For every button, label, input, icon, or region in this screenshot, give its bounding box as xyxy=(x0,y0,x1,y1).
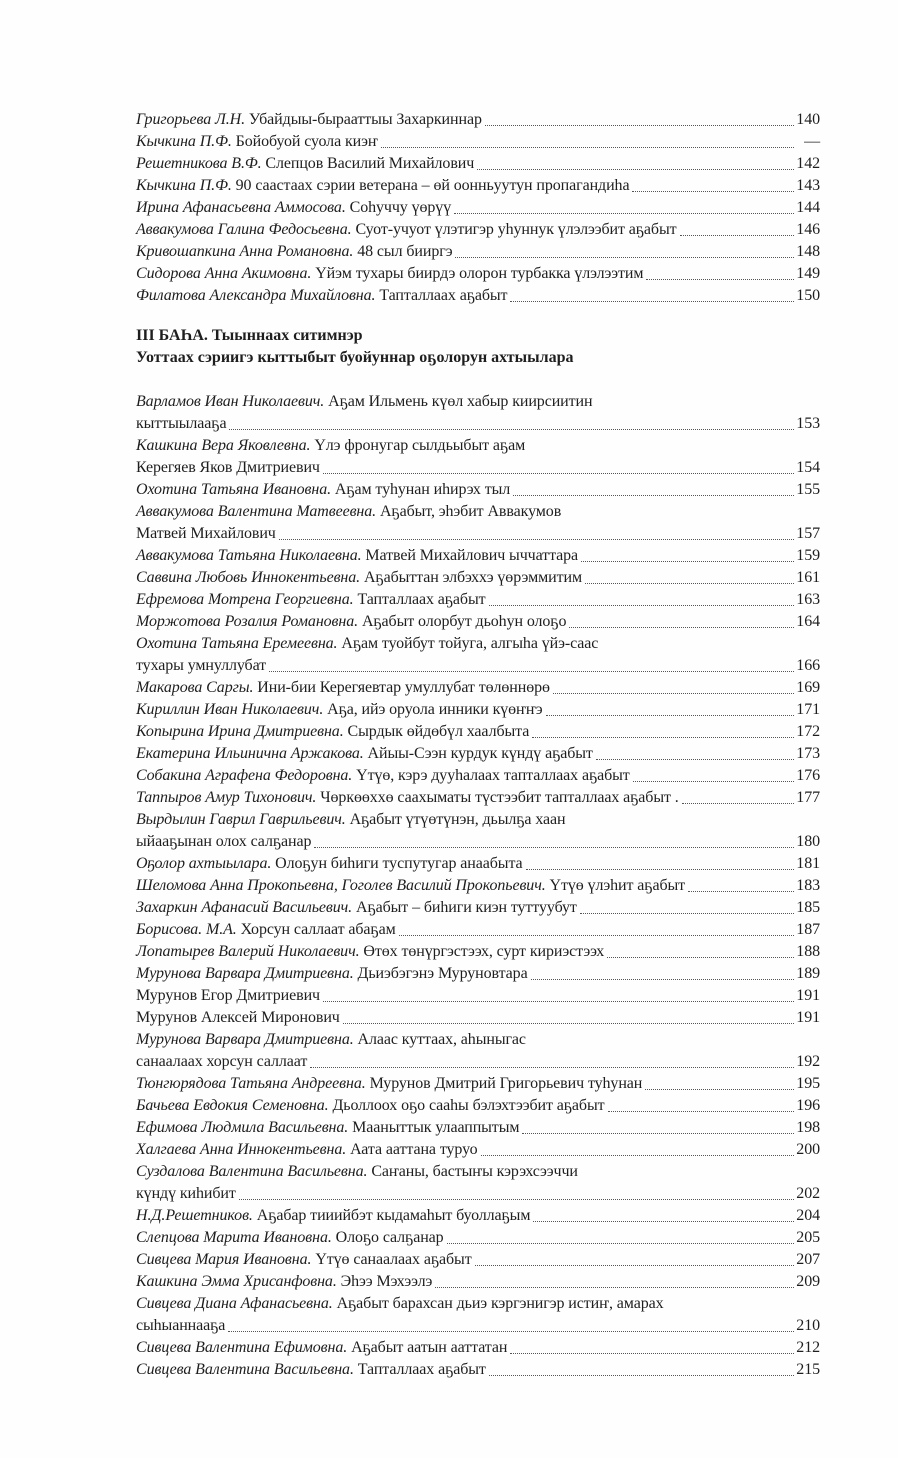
entry-author: Вырдылин Гаврил Гаврильевич. xyxy=(136,811,346,828)
entry-title: Мурунов Алексей Миронович xyxy=(136,1009,340,1026)
entry-author: Филатова Александра Михайловна. xyxy=(136,287,376,304)
toc-entry xyxy=(136,1007,820,1029)
entry-title: Аҕабыт барахсан дьиэ кэргэнигэр истиҥ, амарах xyxy=(336,1295,664,1312)
entry-author: Кашкина Эмма Хрисанфовна. xyxy=(136,1273,337,1290)
page-number: 169 xyxy=(796,679,820,696)
entry-title: Алаас куттаах, аһыныгас xyxy=(357,1031,526,1048)
dot-leader xyxy=(454,213,794,214)
entry-author: Сидорова Анна Акимовна. xyxy=(136,265,312,282)
toc-entry xyxy=(136,1293,820,1315)
dot-leader xyxy=(381,147,794,148)
entry-text xyxy=(136,1161,578,1183)
entry-author: Копырина Ирина Дмитриевна. xyxy=(136,723,344,740)
entry-author: Охотина Татьяна Ивановна. xyxy=(136,481,331,498)
page-number: 189 xyxy=(796,965,820,982)
entry-author: Аввакумова Татьяна Николаевна. xyxy=(136,547,362,564)
entry-text xyxy=(136,897,577,919)
toc-entry xyxy=(136,175,820,197)
dot-leader xyxy=(239,1199,795,1200)
toc-section-continued xyxy=(136,109,820,307)
dot-leader xyxy=(608,1111,795,1112)
page-number: 161 xyxy=(796,569,820,586)
page-number: 215 xyxy=(796,1361,820,1378)
entry-author: Варламов Иван Николаевич. xyxy=(136,393,325,410)
page-number: 163 xyxy=(796,591,820,608)
toc-entry-continuation xyxy=(136,655,820,677)
entry-title: Аҕабыт олорбут дьоһун олоҕо xyxy=(361,613,567,630)
toc-entry xyxy=(136,875,820,897)
entry-text xyxy=(136,1095,605,1117)
entry-text xyxy=(136,1139,478,1161)
dot-leader xyxy=(522,1133,794,1134)
page-number: 198 xyxy=(796,1119,820,1136)
dot-leader xyxy=(533,1221,794,1222)
entry-title: Чөркөөххө саахыматы түстээбит тапталлаах аҕабыт . xyxy=(320,789,679,806)
dot-leader xyxy=(323,473,794,474)
entry-text xyxy=(136,721,529,743)
entry-text xyxy=(136,875,685,897)
entry-text xyxy=(136,1205,530,1227)
entry-title: Тапталлаах аҕабыт xyxy=(357,591,486,608)
entry-text xyxy=(136,985,320,1007)
page-number: 177 xyxy=(796,789,820,806)
entry-title: 90 саастаах сэрии ветерана – өй оонньуутун пропагандиһа xyxy=(235,177,630,194)
entry-author: Ирина Афанасьевна Аммосова. xyxy=(136,199,346,216)
entry-author: Екатерина Ильинична Аржакова. xyxy=(136,745,364,762)
entry-title: Мурунов Дмитрий Григорьевич туһунан xyxy=(369,1075,643,1092)
dot-leader xyxy=(510,301,794,302)
toc-entry xyxy=(136,633,820,655)
page-number: 164 xyxy=(796,613,820,630)
toc-entry-continuation xyxy=(136,1183,820,1205)
toc-entry xyxy=(136,1161,820,1183)
toc-entry xyxy=(136,787,820,809)
page-number: 183 xyxy=(796,877,820,894)
entry-title: Убайдыы-бырааттыы Захаркиннар xyxy=(248,111,482,128)
dot-leader xyxy=(269,671,794,672)
entry-title: Дьоллоох оҕо сааһы бэлэхтээбит аҕабыт xyxy=(332,1097,605,1114)
dot-leader xyxy=(447,1243,795,1244)
entry-title: Мааныттык улааппытым xyxy=(352,1119,520,1136)
entry-title: Аҕам Ильмень күөл хабыр киирсиитин xyxy=(328,393,593,410)
entry-author: Сивцева Мария Ивановна. xyxy=(136,1251,312,1268)
entry-author: Кычкина П.Ф. xyxy=(136,133,232,150)
page-number: 196 xyxy=(796,1097,820,1114)
toc-entry xyxy=(136,391,820,413)
entry-author: Мурунова Варвара Дмитриевна. xyxy=(136,965,354,982)
page-number: 157 xyxy=(796,525,820,542)
page-number: 191 xyxy=(796,1009,820,1026)
entry-author: Кычкина П.Ф. xyxy=(136,177,232,194)
entry-title: Аҕабыт аатын ааттатан xyxy=(351,1339,508,1356)
toc-entry xyxy=(136,219,820,241)
entry-title-continued: күндү киһибит xyxy=(136,1185,236,1202)
dot-leader xyxy=(632,191,794,192)
entry-title-continued: кыттыылааҕа xyxy=(136,415,227,432)
dot-leader xyxy=(532,737,794,738)
entry-title: Соһуччу үөрүү xyxy=(349,199,452,216)
entry-title: Тапталлаах аҕабыт xyxy=(357,1361,486,1378)
entry-author: Решетникова В.Ф. xyxy=(136,155,262,172)
dot-leader xyxy=(314,847,794,848)
entry-text xyxy=(136,479,510,501)
entry-text xyxy=(136,677,550,699)
entry-title: Сырдык өйдөбүл хаалбыта xyxy=(347,723,530,740)
page-number: 155 xyxy=(796,481,820,498)
page-number: 172 xyxy=(796,723,820,740)
entry-text xyxy=(136,809,566,831)
entry-text xyxy=(136,109,482,131)
page-number: 207 xyxy=(796,1251,820,1268)
page-number: 210 xyxy=(796,1317,820,1334)
toc-entry xyxy=(136,743,820,765)
entry-title: Аҕабыт – биһиги киэн туттуубут xyxy=(355,899,577,916)
page-number: 176 xyxy=(796,767,820,784)
toc-entry xyxy=(136,1205,820,1227)
entry-title: Аҕабыт, эһэбит Аввакумов xyxy=(379,503,562,520)
entry-text xyxy=(136,1227,444,1249)
entry-title: Үтүө үлэһит аҕабыт xyxy=(549,877,686,894)
entry-title: 48 сыл бииргэ xyxy=(357,243,453,260)
page-number: 185 xyxy=(796,899,820,916)
page-number: 144 xyxy=(796,199,820,216)
page-number: 212 xyxy=(796,1339,820,1356)
entry-text xyxy=(136,1293,664,1315)
dot-leader xyxy=(596,759,794,760)
entry-author: Захаркин Афанасий Васильевич. xyxy=(136,899,353,916)
toc-entry xyxy=(136,1073,820,1095)
entry-title-continued: Матвей Михайлович xyxy=(136,525,276,542)
entry-text xyxy=(136,285,507,307)
entry-title-continued: Керегяев Яков Дмитриевич xyxy=(136,459,320,476)
toc-entry xyxy=(136,1139,820,1161)
entry-author: Халгаева Анна Иннокентьевна. xyxy=(136,1141,347,1158)
entry-text xyxy=(136,611,566,633)
toc-entry-continuation xyxy=(136,457,820,479)
toc-entry xyxy=(136,919,820,941)
entry-title: Матвей Михайлович ыччаттара xyxy=(365,547,579,564)
entry-author: Сивцева Валентина Васильевна. xyxy=(136,1361,354,1378)
entry-title: Олоҕун биһиги туспутугар анаабыта xyxy=(275,855,523,872)
entry-text xyxy=(136,853,523,875)
dot-leader xyxy=(510,1353,794,1354)
page-number: 202 xyxy=(796,1185,820,1202)
page-number: 159 xyxy=(796,547,820,564)
entry-text xyxy=(136,219,677,241)
entry-author: Макарова Саргы. xyxy=(136,679,254,696)
toc-entry xyxy=(136,1359,820,1381)
dot-leader xyxy=(680,235,795,236)
entry-title: Үйэм тухары биирдэ олорон турбакка үлэлээтим xyxy=(315,265,644,282)
toc-entry xyxy=(136,985,820,1007)
entry-title-continued: санаалаах хорсун саллаат xyxy=(136,1053,308,1070)
toc-entry xyxy=(136,1271,820,1293)
dot-leader xyxy=(580,913,795,914)
page-number: 143 xyxy=(796,177,820,194)
entry-title: Тапталлаах аҕабыт xyxy=(379,287,508,304)
page-number: 171 xyxy=(796,701,820,718)
entry-author: Моржотова Розалия Романовна. xyxy=(136,613,359,630)
entry-text xyxy=(136,263,643,285)
entry-text xyxy=(136,919,396,941)
dot-leader xyxy=(688,891,794,892)
page-number: 142 xyxy=(796,155,820,172)
entry-text xyxy=(136,1249,472,1271)
entry-text xyxy=(136,765,630,787)
entry-title: Аҕабыттан элбэххэ үөрэммитим xyxy=(363,569,583,586)
entry-author: Ефремова Мотрена Георгиевна. xyxy=(136,591,354,608)
entry-text xyxy=(136,941,604,963)
toc-entry xyxy=(136,1095,820,1117)
toc-entry xyxy=(136,721,820,743)
entry-author: Н.Д.Решетников. xyxy=(136,1207,253,1224)
dot-leader xyxy=(477,169,794,170)
dot-leader xyxy=(682,803,795,804)
toc-entry xyxy=(136,1249,820,1271)
entry-text xyxy=(136,175,629,197)
toc-entry xyxy=(136,765,820,787)
entry-author: Сивцева Валентина Ефимовна. xyxy=(136,1339,348,1356)
entry-text xyxy=(136,1029,526,1051)
entry-text xyxy=(136,633,598,655)
toc-entry xyxy=(136,153,820,175)
toc-entry-continuation xyxy=(136,1315,820,1337)
entry-text xyxy=(136,1271,432,1293)
toc-entry xyxy=(136,1117,820,1139)
toc-entry xyxy=(136,1029,820,1051)
page-number: 205 xyxy=(796,1229,820,1246)
page-number: 195 xyxy=(796,1075,820,1092)
dot-leader xyxy=(228,1331,794,1332)
entry-author: Слепцова Марита Ивановна. xyxy=(136,1229,332,1246)
dot-leader xyxy=(489,605,795,606)
page-number: 173 xyxy=(796,745,820,762)
toc-entry xyxy=(136,479,820,501)
section-heading: III БАҺА. Тыыннаах ситимнэр xyxy=(136,327,363,344)
entry-author: Охотина Татьяна Еремеевна. xyxy=(136,635,338,652)
toc-entry xyxy=(136,567,820,589)
page-number: 192 xyxy=(796,1053,820,1070)
page-number: 154 xyxy=(796,459,820,476)
dot-leader xyxy=(455,257,794,258)
entry-title: Үлэ фронугар сылдьыбыт аҕам xyxy=(314,437,526,454)
entry-title: Аата ааттана туруо xyxy=(350,1141,478,1158)
page-number: 181 xyxy=(796,855,820,872)
entry-title: Ини-бии Керегяевтар умуллубат төлөннөрө xyxy=(257,679,550,696)
entry-title: Хорсун саллаат абаҕам xyxy=(240,921,396,938)
page-number: 204 xyxy=(796,1207,820,1224)
dot-leader xyxy=(489,1375,794,1376)
dot-leader xyxy=(581,561,794,562)
dot-leader xyxy=(475,1265,795,1266)
entry-author: Аввакумова Валентина Матвеевна. xyxy=(136,503,377,520)
toc-entry xyxy=(136,677,820,699)
entry-title: Эһээ Мэхээлэ xyxy=(340,1273,433,1290)
toc-entry-continuation xyxy=(136,1051,820,1073)
entry-title-continued: сыһыаннааҕа xyxy=(136,1317,226,1334)
dot-leader xyxy=(607,957,794,958)
entry-author: Аввакумова Галина Федосьевна. xyxy=(136,221,352,238)
entry-author: Кашкина Вера Яковлевна. xyxy=(136,437,311,454)
page-number: 150 xyxy=(796,287,820,304)
toc-entry xyxy=(136,699,820,721)
toc-entry xyxy=(136,963,820,985)
entry-title: Мурунов Егор Дмитриевич xyxy=(136,987,320,1004)
toc-entry xyxy=(136,501,820,523)
dot-leader xyxy=(279,539,795,540)
entry-title: Дьиэбэгэнэ Муруновтара xyxy=(357,965,528,982)
page-number: 149 xyxy=(796,265,820,282)
dot-leader xyxy=(485,125,794,126)
entry-text xyxy=(136,787,679,809)
entry-text xyxy=(136,963,528,985)
entry-text xyxy=(136,1007,340,1029)
entry-text xyxy=(136,131,378,153)
entry-title: Слепцов Василий Михайлович xyxy=(265,155,475,172)
page-number: 180 xyxy=(796,833,820,850)
dot-leader xyxy=(399,935,795,936)
toc-entry xyxy=(136,809,820,831)
toc-entry xyxy=(136,853,820,875)
entry-title: Аҕам туойбут тойуга, алгыһа үйэ-саас xyxy=(341,635,599,652)
toc-entry xyxy=(136,611,820,633)
entry-title: Бойобуой суола киэҥ xyxy=(235,133,378,150)
toc-entry xyxy=(136,285,820,307)
dot-leader xyxy=(323,1001,794,1002)
entry-title: Аҕам туһунан иһирэх тыл xyxy=(334,481,511,498)
section-subheading: Уоттаах сэриигэ кыттыбыт буойуннар оҕолорун ахтыылара xyxy=(136,349,574,366)
entry-author: Ефимова Людмила Васильевна. xyxy=(136,1119,349,1136)
entry-author: Григорьева Л.Н. xyxy=(136,111,246,128)
page-number: 188 xyxy=(796,943,820,960)
toc-entry xyxy=(136,109,820,131)
page-number: — xyxy=(804,133,820,150)
entry-title: Айыы-Сээн курдук күндү аҕабыт xyxy=(367,745,593,762)
entry-text xyxy=(136,435,525,457)
entry-author: Таппыров Амур Тихонович. xyxy=(136,789,317,806)
dot-leader xyxy=(435,1287,794,1288)
toc-entry xyxy=(136,263,820,285)
entry-author: Мурунова Варвара Дмитриевна. xyxy=(136,1031,354,1048)
dot-leader xyxy=(526,869,795,870)
entry-text xyxy=(136,391,592,413)
page-number: 191 xyxy=(796,987,820,1004)
entry-author: Суздалова Валентина Васильевна. xyxy=(136,1163,368,1180)
dot-leader xyxy=(513,495,794,496)
entry-text xyxy=(136,1359,486,1381)
entry-text xyxy=(136,545,578,567)
toc-entry-continuation xyxy=(136,523,820,545)
entry-author: Борисова. М.А. xyxy=(136,921,237,938)
entry-title: Үтүө, кэрэ дууһалаах тапталлаах аҕабыт xyxy=(356,767,630,784)
entry-title-continued: тухары умнуллубат xyxy=(136,657,267,674)
toc-list xyxy=(136,391,820,1381)
entry-text xyxy=(136,501,561,523)
page-number: 148 xyxy=(796,243,820,260)
page-number: 166 xyxy=(796,657,820,674)
entry-title: Өтөх төнүргэстээх, сурт кириэстээх xyxy=(363,943,605,960)
toc-entry xyxy=(136,435,820,457)
page-number: 187 xyxy=(796,921,820,938)
toc-entry xyxy=(136,131,820,153)
entry-title: Аҕабар тииийбэт кыдамаһыт буоллаҕым xyxy=(256,1207,531,1224)
entry-text xyxy=(136,241,452,263)
page-number: 209 xyxy=(796,1273,820,1290)
entry-author: Бачьева Евдокия Семеновна. xyxy=(136,1097,329,1114)
entry-text xyxy=(136,567,582,589)
entry-author: Сивцева Диана Афанасьевна. xyxy=(136,1295,333,1312)
toc-entry xyxy=(136,1337,820,1359)
entry-text xyxy=(136,1073,642,1095)
dot-leader xyxy=(645,1089,794,1090)
page-number: 140 xyxy=(796,111,820,128)
entry-text xyxy=(136,153,474,175)
entry-title: Аҕа, ийэ оруола инники күөҥҥэ xyxy=(327,701,543,718)
page-number: 153 xyxy=(796,415,820,432)
toc-entry xyxy=(136,1227,820,1249)
dot-leader xyxy=(343,1023,795,1024)
entry-author: Лопатырев Валерий Николаевич. xyxy=(136,943,360,960)
entry-title: Саҥаны, бастыҥы кэрэхсээччи xyxy=(371,1163,578,1180)
dot-leader xyxy=(553,693,794,694)
entry-author: Шеломова Анна Прокопьевна, Гоголев Василий Прокопьевич. xyxy=(136,877,546,894)
entry-title: Суот-учуот үлэтигэр уһуннук үлэлээбит аҕабыт xyxy=(355,221,677,238)
toc-entry xyxy=(136,897,820,919)
toc-entry xyxy=(136,589,820,611)
dot-leader xyxy=(546,715,795,716)
toc-entry-continuation xyxy=(136,831,820,853)
page-number: 146 xyxy=(796,221,820,238)
toc-entry xyxy=(136,241,820,263)
entry-text xyxy=(136,1337,507,1359)
dot-leader xyxy=(531,979,795,980)
entry-title-continued: ыйааҕынан олох салҕанар xyxy=(136,833,312,850)
toc-entry xyxy=(136,941,820,963)
entry-text xyxy=(136,743,593,765)
entry-author: Оҕолор ахтыылара. xyxy=(136,855,272,872)
entry-text xyxy=(136,699,543,721)
entry-title: Олоҕо салҕанар xyxy=(335,1229,444,1246)
dot-leader xyxy=(585,583,794,584)
dot-leader xyxy=(646,279,794,280)
toc-entry xyxy=(136,197,820,219)
entry-author: Саввина Любовь Иннокентьевна. xyxy=(136,569,361,586)
entry-title: Аҕабыт үтүөтүнэн, дьылҕа хаан xyxy=(349,811,566,828)
toc-entry xyxy=(136,545,820,567)
entry-author: Кириллин Иван Николаевич. xyxy=(136,701,324,718)
dot-leader xyxy=(229,429,794,430)
dot-leader xyxy=(633,781,795,782)
entry-text xyxy=(136,1117,519,1139)
dot-leader xyxy=(481,1155,795,1156)
toc-entry-continuation xyxy=(136,413,820,435)
entry-author: Тюнгюрядова Татьяна Андреевна. xyxy=(136,1075,366,1092)
toc-section-iii xyxy=(136,325,820,1381)
page-number: 200 xyxy=(796,1141,820,1158)
entry-title: Үтүө санаалаах аҕабыт xyxy=(315,1251,472,1268)
entry-author: Собакина Аграфена Федоровна. xyxy=(136,767,353,784)
entry-text xyxy=(136,589,486,611)
entry-author: Кривошапкина Анна Романовна. xyxy=(136,243,354,260)
dot-leader xyxy=(310,1067,794,1068)
dot-leader xyxy=(569,627,794,628)
entry-text xyxy=(136,197,451,219)
